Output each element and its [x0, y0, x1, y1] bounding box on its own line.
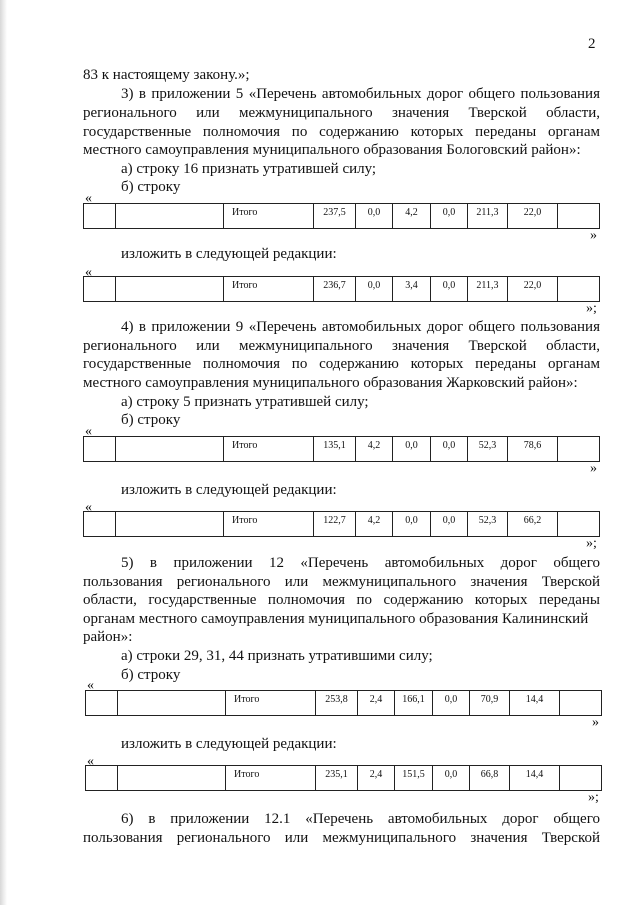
total-label: Итого	[224, 512, 314, 537]
text-line: а) строку 16 признать утратившей силу;	[121, 161, 377, 177]
table-cell: 0,0	[356, 277, 393, 302]
table-cell: 4,2	[356, 512, 393, 537]
table-cell: 0,0	[433, 691, 470, 716]
text-line: местного самоуправления муниципального образования Бологовский район»:	[83, 142, 581, 158]
text-line: изложить в следующей редакции:	[121, 736, 337, 752]
text-line: местного самоуправления муниципального образования Жарковский район»:	[83, 375, 578, 391]
table-cell	[558, 277, 600, 302]
scan-edge-shadow	[0, 0, 7, 905]
table-cell	[84, 512, 116, 537]
table-cell: 2,4	[358, 691, 395, 716]
table-cell	[558, 204, 600, 229]
table-cell: 122,7	[314, 512, 356, 537]
text-line: 83 к настоящему закону.»;	[83, 67, 250, 83]
table-cell	[116, 437, 224, 462]
table-cell: 0,0	[393, 437, 431, 462]
text-line: регионального или межмуниципального значения Тверской области,	[83, 105, 600, 121]
text-line: а) строку 5 признать утратившей силу;	[121, 394, 369, 410]
close-quote: »	[590, 461, 597, 476]
table-cell: 70,9	[470, 691, 510, 716]
table-cell: 236,7	[314, 277, 356, 302]
table-cell: 66,8	[470, 766, 510, 791]
text-line: 6) в приложении 12.1 «Перечень автомобильных дорог общего	[121, 811, 600, 827]
close-quote: »;	[586, 536, 597, 551]
close-quote: »	[590, 228, 597, 243]
table-cell: 0,0	[393, 512, 431, 537]
table-cell	[86, 691, 118, 716]
table-cell: 211,3	[468, 277, 508, 302]
amend-table	[83, 276, 600, 302]
table-cell: 135,1	[314, 437, 356, 462]
text-line: б) строку	[121, 412, 181, 428]
table-cell: 52,3	[468, 512, 508, 537]
amend-table	[83, 511, 600, 537]
text-line: б) строку	[121, 179, 181, 195]
table-cell: 253,8	[316, 691, 358, 716]
table-cell: 211,3	[468, 204, 508, 229]
text-line: 4) в приложении 9 «Перечень автомобильных дорог общего пользования	[121, 319, 600, 335]
close-quote: »;	[586, 301, 597, 316]
table-cell: 52,3	[468, 437, 508, 462]
total-label: Итого	[226, 691, 316, 716]
amend-table	[85, 690, 602, 716]
open-quote: «	[85, 191, 92, 206]
table-cell: 0,0	[433, 766, 470, 791]
text-line: пользования регионального или межмуниципального значения Тверской	[83, 830, 600, 846]
amend-table	[83, 203, 600, 229]
total-label: Итого	[224, 277, 314, 302]
text-line: государственные полномочия по содержанию которых переданы органам	[83, 124, 600, 140]
table-cell: 3,4	[393, 277, 431, 302]
text-line: органам местного самоуправления муниципального образования Калининский	[83, 611, 589, 627]
table-cell: 0,0	[431, 437, 468, 462]
table-cell: 78,6	[508, 437, 558, 462]
open-quote: «	[85, 500, 92, 515]
page-number: 2	[588, 36, 596, 52]
text-line: изложить в следующей редакции:	[121, 482, 337, 498]
open-quote: «	[85, 265, 92, 280]
text-line: 3) в приложении 5 «Перечень автомобильных дорог общего пользования	[121, 86, 600, 102]
table-cell: 166,1	[395, 691, 433, 716]
text-line: области, государственные полномочия по содержанию которых переданы	[83, 592, 600, 608]
table-cell	[84, 277, 116, 302]
table-cell: 0,0	[431, 204, 468, 229]
table-cell: 4,2	[356, 437, 393, 462]
table-cell: 235,1	[316, 766, 358, 791]
table-cell: 22,0	[508, 204, 558, 229]
table-cell	[84, 437, 116, 462]
table-cell: 0,0	[356, 204, 393, 229]
table-cell: 237,5	[314, 204, 356, 229]
table-cell	[118, 691, 226, 716]
text-line: изложить в следующей редакции:	[121, 246, 337, 262]
text-line: государственные полномочия по содержанию которых переданы органам	[83, 356, 600, 372]
table-cell: 14,4	[510, 691, 560, 716]
text-line: район»:	[83, 629, 133, 645]
open-quote: «	[85, 424, 92, 439]
table-cell	[86, 766, 118, 791]
table-cell	[118, 766, 226, 791]
table-cell: 22,0	[508, 277, 558, 302]
table-cell: 66,2	[508, 512, 558, 537]
table-cell: 2,4	[358, 766, 395, 791]
table-cell	[560, 691, 602, 716]
close-quote: »	[592, 715, 599, 730]
table-cell: 0,0	[431, 277, 468, 302]
total-label: Итого	[224, 437, 314, 462]
table-cell	[560, 766, 602, 791]
close-quote: »;	[588, 790, 599, 805]
table-cell	[558, 437, 600, 462]
table-cell: 4,2	[393, 204, 431, 229]
text-line: а) строки 29, 31, 44 признать утратившими силу;	[121, 648, 433, 664]
open-quote: «	[87, 754, 94, 769]
table-cell: 14,4	[510, 766, 560, 791]
total-label: Итого	[224, 204, 314, 229]
table-cell	[558, 512, 600, 537]
table-cell	[116, 204, 224, 229]
amend-table	[85, 765, 602, 791]
table-cell: 151,5	[395, 766, 433, 791]
open-quote: «	[87, 678, 94, 693]
text-line: пользования регионального или межмуниципального значения Тверской	[83, 574, 600, 590]
table-cell	[84, 204, 116, 229]
total-label: Итого	[226, 766, 316, 791]
text-line: регионального или межмуниципального значения Тверской области,	[83, 338, 600, 354]
text-line: б) строку	[121, 667, 181, 683]
table-cell: 0,0	[431, 512, 468, 537]
amend-table	[83, 436, 600, 462]
table-cell	[116, 512, 224, 537]
text-line: 5) в приложении 12 «Перечень автомобильных дорог общего	[121, 555, 600, 571]
table-cell	[116, 277, 224, 302]
